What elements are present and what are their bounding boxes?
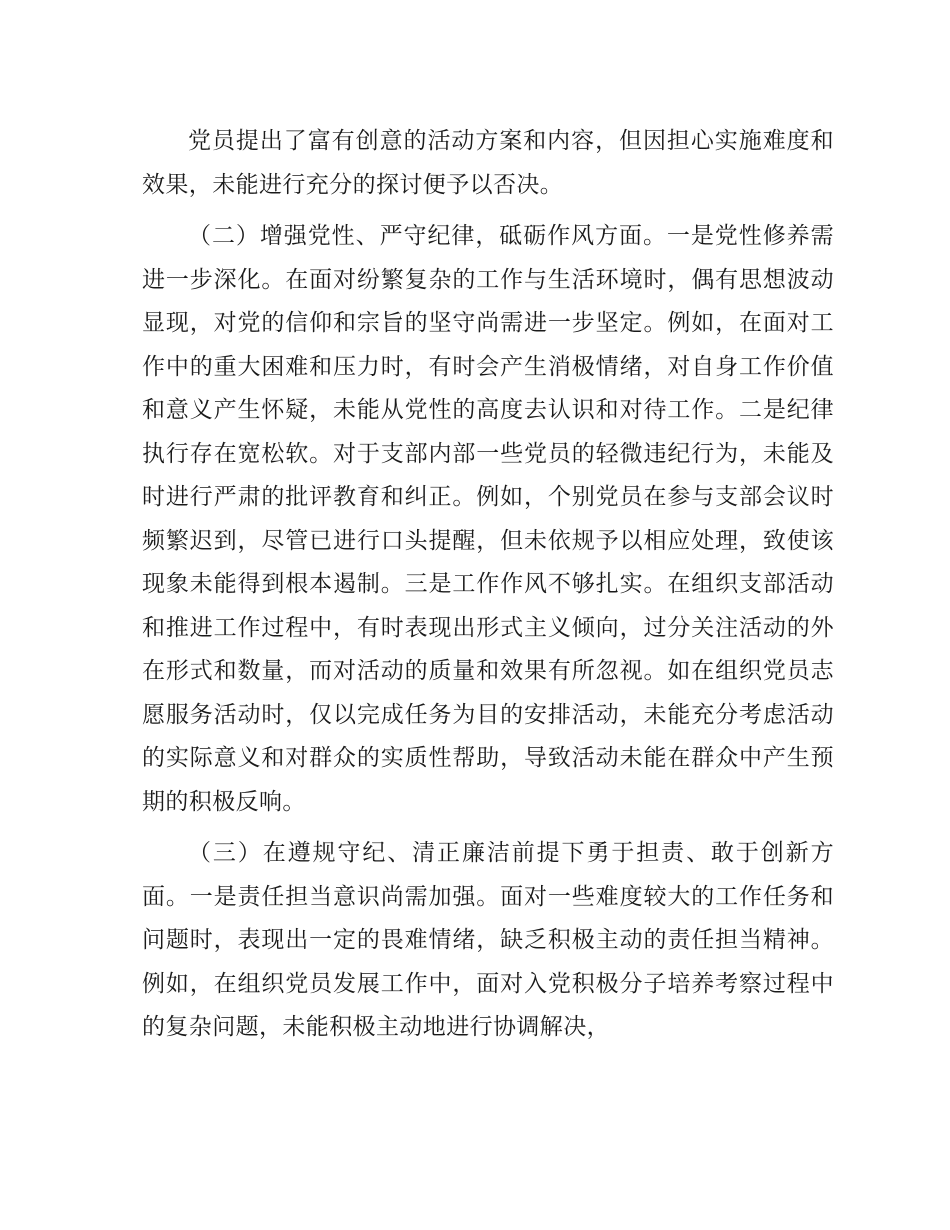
paragraph-section-three: （三）在遵规守纪、清正廉洁前提下勇于担责、敢于创新方面。一是责任担当意识尚需加强。面对一些难度较大的工作任务和问题时，表现出一定的畏难情绪，缺乏积极主动的责任担当精神。例如，在组织党员发展工作中，面对入党积极分子培养考察过程中的复杂问题，未能积极主动地进行协调解决， [142, 840, 834, 1040]
document-body [142, 120, 834, 1058]
paragraph-section-two: （二）增强党性、严守纪律，砥砺作风方面。一是党性修养需进一步深化。在面对纷繁复杂的工作与生活环境时，偶有思想波动显现，对党的信仰和宗旨的坚守尚需进一步坚定。例如，在面对工作中的重大困难和压力时，有时会产生消极情绪，对自身工作价值和意义产生怀疑，未能从党性的高度去认识和对待工作。二是纪律执行存在宽松软。对于支部内部一些党员的轻微违纪行为，未能及时进行严肃的批评教育和纠正。例如，个别党员在参与支部会议时频繁迟到，尽管已进行口头提醒，但未依规予以相应处理，致使该现象未能得到根本遏制。三是工作作风不够扎实。在组织支部活动和推进工作过程中，有时表现出形式主义倾向，过分关注活动的外在形式和数量，而对活动的质量和效果有所忽视。如在组织党员志愿服务活动时，仅以完成任务为目的安排活动，未能充分考虑活动的实际意义和对群众的实质性帮助，导致活动未能在群众中产生预期的积极反响。 [142, 223, 834, 815]
paragraph-continuation: 党员提出了富有创意的活动方案和内容，但因担心实施难度和效果，未能进行充分的探讨便予以否决。 [142, 128, 834, 198]
